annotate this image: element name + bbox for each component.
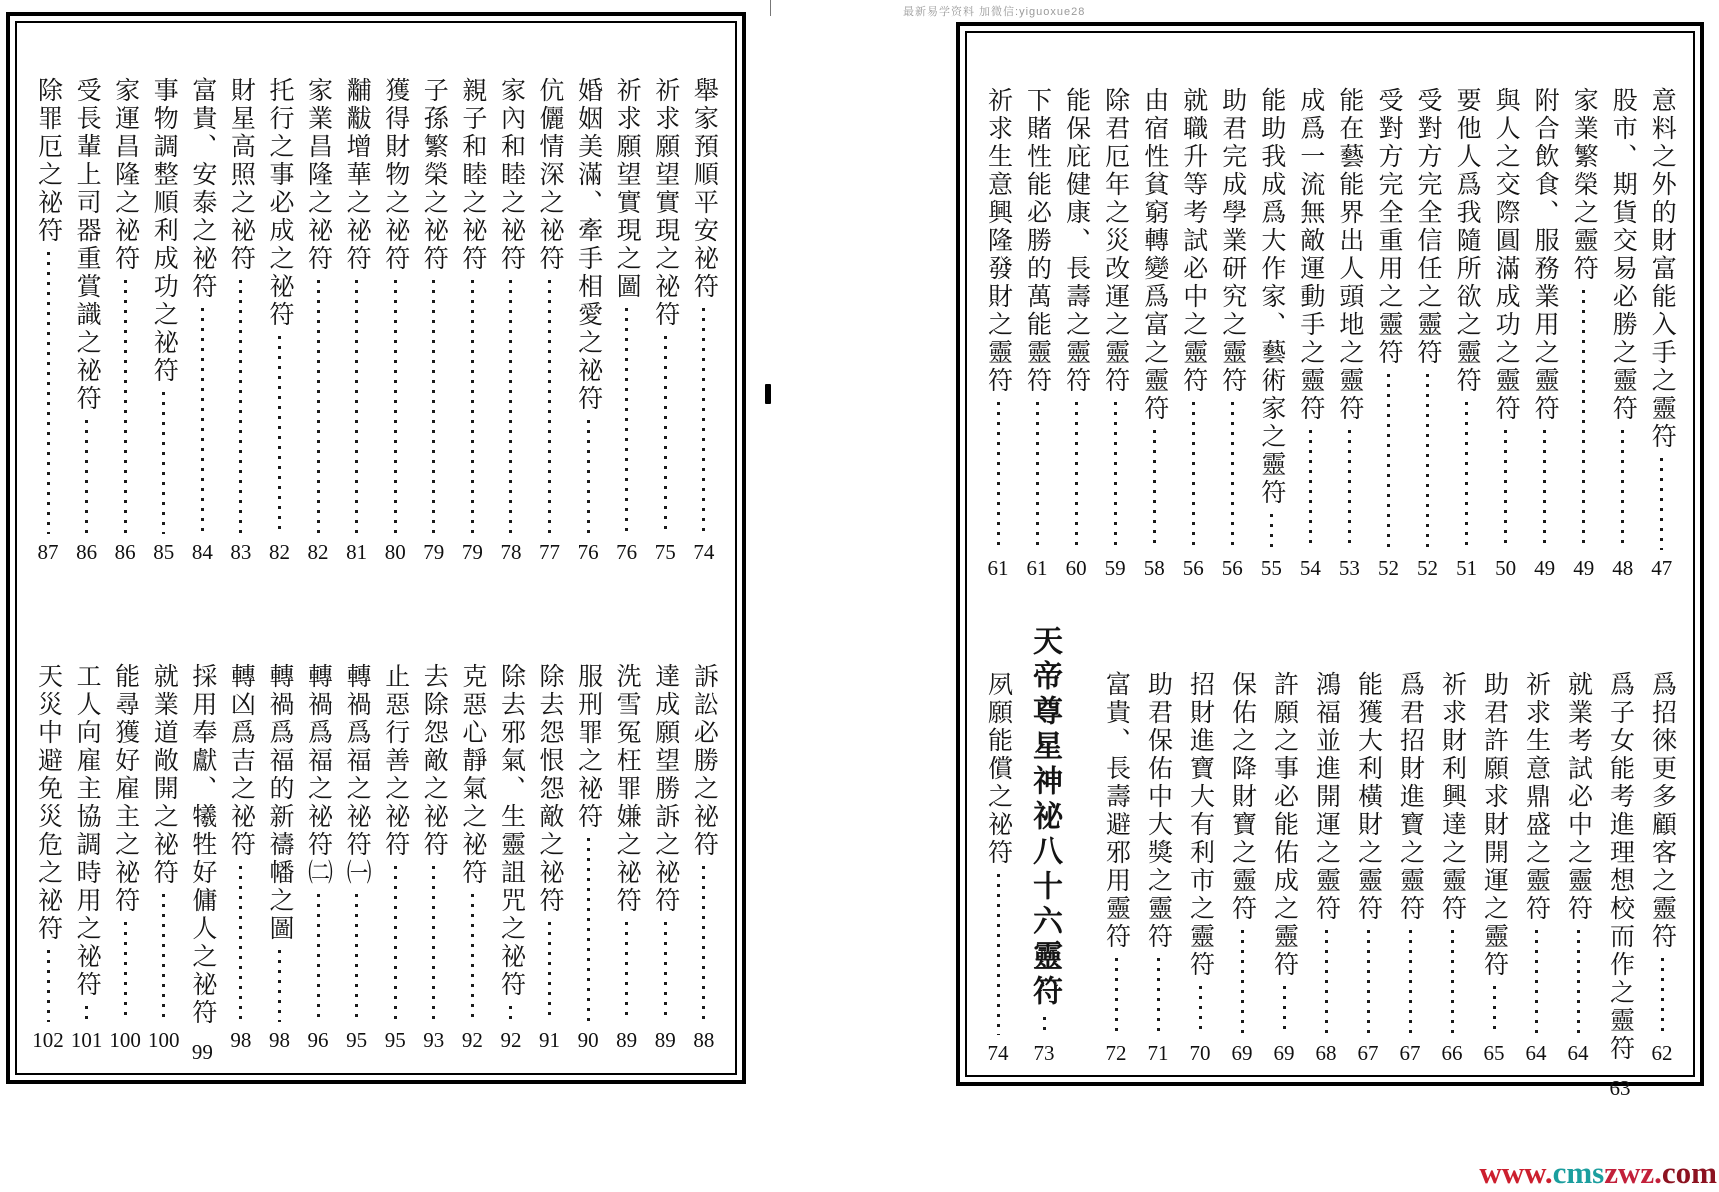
entry-page-number: 56 xyxy=(1182,556,1204,580)
dotted-leader xyxy=(587,420,590,534)
entry-title: 天災中避免災危之祕符 xyxy=(34,663,62,943)
entry-title: 股市、期貨交易必勝之靈符 xyxy=(1609,87,1637,423)
entry-title: 事物調整順利成功之祕符 xyxy=(150,77,178,385)
dotted-leader xyxy=(997,402,1000,550)
dotted-leader xyxy=(278,950,281,1022)
entry-page-number: 77 xyxy=(539,540,561,564)
toc-entry xyxy=(646,613,684,1053)
dotted-leader xyxy=(1157,958,1160,1035)
dotted-leader xyxy=(1270,514,1273,550)
dotted-leader xyxy=(997,874,1000,1035)
toc-entry xyxy=(222,77,260,565)
toc-entry xyxy=(685,613,723,1053)
watermark-part: zwz. xyxy=(1604,1155,1662,1190)
toc-entry xyxy=(1213,87,1251,581)
entry-page-number: 68 xyxy=(1315,1041,1337,1065)
entry-page-number: 90 xyxy=(577,1028,599,1052)
page-right-inner-frame xyxy=(965,31,1695,1100)
toc-entry xyxy=(453,77,491,565)
entry-title: 獲得財物之祕符 xyxy=(381,77,409,273)
entry-page-number: 79 xyxy=(423,540,445,564)
toc-entry xyxy=(106,77,144,565)
scan-line-artifact xyxy=(770,0,771,16)
dotted-leader xyxy=(625,922,628,1022)
entry-page-number: 86 xyxy=(114,540,136,564)
entry-page-number: 89 xyxy=(616,1028,638,1052)
entry-page-number: 93 xyxy=(423,1028,445,1052)
entry-title: 家業繁榮之靈符 xyxy=(1570,87,1598,283)
dotted-leader xyxy=(1451,930,1454,1035)
dotted-leader xyxy=(85,420,88,534)
entry-page-number: 84 xyxy=(191,540,213,564)
entry-title: 助君許願求財開運之靈符 xyxy=(1480,671,1508,979)
toc-entry xyxy=(1252,87,1290,581)
page-left-inner-frame xyxy=(15,21,737,1075)
entry-page-number: 83 xyxy=(230,540,252,564)
entry-title: 能助我成爲大作家、藝術家之靈符 xyxy=(1257,87,1285,507)
entry-title: 除罪厄之祕符 xyxy=(34,77,62,245)
toc-entry xyxy=(1139,621,1177,1066)
entry-title: 附合飲食、服務業用之靈符 xyxy=(1531,87,1559,423)
entry-title: 富貴、安泰之祕符 xyxy=(188,77,216,301)
entry-title: 與人之交際圓滿成功之靈符 xyxy=(1492,87,1520,423)
dotted-leader xyxy=(1153,430,1156,550)
dotted-leader xyxy=(355,894,358,1022)
toc-entry xyxy=(569,613,607,1053)
dotted-leader xyxy=(1043,1017,1046,1035)
dotted-leader xyxy=(548,280,551,534)
toc-entry xyxy=(1643,87,1681,581)
entry-page-number: 69 xyxy=(1231,1041,1253,1065)
entry-title: 爲招徠更多顧客之靈符 xyxy=(1648,671,1676,951)
entry-title: 轉禍爲福之祕符㈡ xyxy=(304,663,332,887)
dotted-leader xyxy=(47,950,50,1022)
toc-entry xyxy=(299,77,337,565)
entry-title: 富貴、長壽避邪用靈符 xyxy=(1102,671,1130,951)
entry-page-number: 52 xyxy=(1377,556,1399,580)
dotted-leader xyxy=(1535,930,1538,1035)
dotted-leader xyxy=(1582,290,1585,550)
entry-page-number: 74 xyxy=(987,1041,1009,1065)
entry-title: 祈求財利興達之靈符 xyxy=(1438,671,1466,923)
entry-page-number: 61 xyxy=(1026,556,1048,580)
toc-entry xyxy=(1097,621,1135,1066)
toc-entry xyxy=(1448,87,1486,581)
toc-entry xyxy=(183,613,221,1064)
entry-title: 夙願能償之祕符 xyxy=(984,671,1012,867)
dotted-leader xyxy=(1036,402,1039,550)
toc-entry xyxy=(1291,87,1329,581)
dotted-leader xyxy=(587,838,590,1022)
toc-entry xyxy=(1391,621,1429,1066)
entry-title: 由宿性貧窮轉變爲富之靈符 xyxy=(1140,87,1168,423)
entry-page-number: 100 xyxy=(109,1028,141,1052)
entry-page-number: 91 xyxy=(539,1028,561,1052)
entry-page-number: 52 xyxy=(1417,556,1439,580)
dotted-leader xyxy=(201,308,204,534)
book-page-right xyxy=(956,22,1704,1100)
dotted-leader xyxy=(548,922,551,1022)
toc-entry xyxy=(1057,87,1095,581)
toc-entry xyxy=(68,613,106,1053)
dotted-leader xyxy=(355,280,358,534)
toc-entry xyxy=(1265,621,1303,1066)
toc-entry xyxy=(29,77,67,565)
entry-page-number: 47 xyxy=(1651,556,1673,580)
dotted-leader xyxy=(1115,958,1118,1035)
toc-entry xyxy=(1369,87,1407,581)
entry-title: 受對方完全信任之靈符 xyxy=(1414,87,1442,367)
toc-entry xyxy=(260,613,298,1053)
dotted-leader xyxy=(1660,458,1663,550)
entry-page-number: 82 xyxy=(268,540,290,564)
entry-page-number: 67 xyxy=(1399,1041,1421,1065)
entry-title: 服刑罪之祕符 xyxy=(574,663,602,831)
entry-page-number: 78 xyxy=(500,540,522,564)
entry-page-number: 74 xyxy=(693,540,715,564)
site-watermark xyxy=(1479,1157,1717,1188)
toc-entry xyxy=(1349,621,1387,1066)
dotted-leader xyxy=(471,894,474,1022)
entry-title: 保佑之降財寶之靈符 xyxy=(1228,671,1256,923)
left-page-top-toc xyxy=(29,77,723,565)
dotted-leader xyxy=(1493,986,1496,1035)
toc-entry xyxy=(1181,621,1219,1066)
toc-entry xyxy=(492,613,530,1053)
entry-title: 祈求生意興隆發財之靈符 xyxy=(984,87,1012,395)
dotted-leader xyxy=(1231,402,1234,550)
dotted-leader xyxy=(1409,930,1412,1035)
entry-title: 洗雪冤枉罪嫌之祕符 xyxy=(613,663,641,915)
toc-entry xyxy=(531,613,569,1053)
entry-title: 子孫繁榮之祕符 xyxy=(420,77,448,273)
toc-entry xyxy=(183,77,221,565)
toc-entry xyxy=(415,613,453,1053)
entry-page-number: 85 xyxy=(153,540,175,564)
dotted-leader xyxy=(394,866,397,1022)
toc-entry xyxy=(29,613,67,1053)
dotted-leader xyxy=(1367,930,1370,1035)
right-page-top-toc xyxy=(979,87,1681,581)
entry-page-number: 66 xyxy=(1441,1041,1463,1065)
entry-page-number: 76 xyxy=(616,540,638,564)
toc-entry xyxy=(299,613,337,1053)
entry-page-number: 79 xyxy=(461,540,483,564)
dotted-leader xyxy=(625,308,628,534)
dotted-leader xyxy=(1543,430,1546,550)
entry-title: 止惡行善之祕符 xyxy=(381,663,409,859)
dotted-leader xyxy=(1192,402,1195,550)
entry-title: 轉禍爲福的新禱幡之圖 xyxy=(265,663,293,943)
right-page-bottom-toc xyxy=(979,621,1681,1100)
entry-title: 能在藝能界出人頭地之靈符 xyxy=(1335,87,1363,423)
entry-title: 爲君招財進寶之靈符 xyxy=(1396,671,1424,923)
entry-page-number: 49 xyxy=(1573,556,1595,580)
toc-entry xyxy=(608,77,646,565)
entry-title: 家運昌隆之祕符 xyxy=(111,77,139,273)
entry-title: 祈求願望實現之圖 xyxy=(613,77,641,301)
dotted-leader xyxy=(1465,402,1468,550)
entry-title: 克惡心靜氣之祕符 xyxy=(458,663,486,887)
entry-title: 舉家預順平安祕符 xyxy=(690,77,718,301)
dotted-leader xyxy=(1426,374,1429,550)
entry-title: 助君保佑中大獎之靈符 xyxy=(1144,671,1172,951)
toc-entry xyxy=(415,77,453,565)
toc-entry xyxy=(492,77,530,565)
dotted-leader xyxy=(1504,430,1507,550)
entry-page-number: 86 xyxy=(76,540,98,564)
dotted-leader xyxy=(432,866,435,1022)
dotted-leader xyxy=(162,894,165,1022)
dotted-leader xyxy=(124,922,127,1022)
entry-title: 能保庇健康、長壽之靈符 xyxy=(1062,87,1090,395)
entry-page-number: 88 xyxy=(693,1028,715,1052)
toc-entry xyxy=(1487,87,1525,581)
entry-title: 財星高照之祕符 xyxy=(227,77,255,273)
entry-page-number: 69 xyxy=(1273,1041,1295,1065)
toc-entry xyxy=(145,613,183,1053)
entry-title: 意料之外的財富能入手之靈符 xyxy=(1648,87,1676,451)
entry-title: 招財進寶大有利市之靈符 xyxy=(1186,671,1214,979)
dotted-leader xyxy=(1348,430,1351,550)
entry-page-number: 95 xyxy=(384,1028,406,1052)
entry-title: 鴻福並進開運之靈符 xyxy=(1312,671,1340,923)
entry-page-number: 102 xyxy=(32,1028,64,1052)
entry-page-number: 48 xyxy=(1612,556,1634,580)
entry-title: 家業昌隆之祕符 xyxy=(304,77,332,273)
dotted-leader xyxy=(124,280,127,534)
entry-page-number: 53 xyxy=(1338,556,1360,580)
entry-page-number: 76 xyxy=(577,540,599,564)
dotted-leader xyxy=(317,894,320,1022)
entry-title: 受對方完全重用之靈符 xyxy=(1374,87,1402,367)
entry-page-number: 87 xyxy=(37,540,59,564)
dotted-leader xyxy=(239,866,242,1022)
entry-title: 祈求生意鼎盛之靈符 xyxy=(1522,671,1550,923)
entry-title: 成爲一流無敵運動手之靈符 xyxy=(1296,87,1324,423)
dotted-leader xyxy=(1387,374,1390,550)
dotted-leader xyxy=(702,308,705,534)
watermark-part: www. xyxy=(1479,1155,1553,1190)
toc-entry xyxy=(1475,621,1513,1066)
entry-title: 採用奉獻、犧牲好傭人之祕符 xyxy=(188,663,216,1027)
entry-page-number: 51 xyxy=(1456,556,1478,580)
entry-page-number: 95 xyxy=(346,1028,368,1052)
entry-title: 助君完成學業研究之靈符 xyxy=(1218,87,1246,395)
watermark-part: com xyxy=(1661,1155,1717,1190)
dotted-leader xyxy=(1075,402,1078,550)
book-page-left xyxy=(6,12,746,1084)
toc-entry xyxy=(376,77,414,565)
toc-entry xyxy=(1526,87,1564,581)
entry-title: 轉凶爲吉之祕符 xyxy=(227,663,255,859)
dotted-leader xyxy=(1283,986,1286,1035)
toc-entry xyxy=(646,77,684,565)
entry-title: 能尋獲好雇主之祕符 xyxy=(111,663,139,915)
dotted-leader xyxy=(664,922,667,1022)
toc-entry xyxy=(1223,621,1261,1066)
entry-title: 許願之事必能佑成之靈符 xyxy=(1270,671,1298,979)
dotted-leader xyxy=(1309,430,1312,550)
entry-page-number: 70 xyxy=(1189,1041,1211,1065)
entry-title: 達成願望勝訴之祕符 xyxy=(651,663,679,915)
entry-title: 托行之事必成之祕符 xyxy=(265,77,293,329)
toc-entry xyxy=(979,87,1017,581)
entry-title: 去除怨敵之祕符 xyxy=(420,663,448,859)
toc-entry xyxy=(685,77,723,565)
dotted-leader xyxy=(1114,402,1117,550)
entry-title: 就業道敞開之祕符 xyxy=(150,663,178,887)
toc-entry xyxy=(453,613,491,1053)
entry-title: 黼黻增華之祕符 xyxy=(343,77,371,273)
dotted-leader xyxy=(1199,986,1202,1035)
entry-title: 除去怨恨怨敵之祕符 xyxy=(536,663,564,915)
toc-entry xyxy=(260,77,298,565)
entry-page-number: 96 xyxy=(307,1028,329,1052)
entry-page-number: 50 xyxy=(1495,556,1517,580)
entry-page-number: 98 xyxy=(268,1028,290,1052)
entry-title: 婚姻美滿、牽手相愛之祕符 xyxy=(574,77,602,413)
scan-seller-note: 最新易学资料 加微信:yiguoxue28 xyxy=(903,6,1086,18)
toc-entry xyxy=(376,613,414,1053)
entry-title: 除去邪氣、生靈詛咒之祕符 xyxy=(497,663,525,999)
entry-page-number: 71 xyxy=(1147,1041,1169,1065)
toc-entry xyxy=(1565,87,1603,581)
dotted-leader xyxy=(162,392,165,534)
dotted-leader xyxy=(471,280,474,534)
entry-page-number: 101 xyxy=(70,1028,103,1052)
toc-entry xyxy=(1559,621,1597,1066)
entry-page-number: 64 xyxy=(1525,1041,1547,1065)
dotted-leader xyxy=(239,280,242,534)
left-page-bottom-toc xyxy=(29,613,723,1064)
entry-title: 訴訟必勝之祕符 xyxy=(690,663,718,859)
toc-entry xyxy=(1601,621,1639,1100)
entry-page-number: 67 xyxy=(1357,1041,1379,1065)
entry-page-number: 99 xyxy=(191,1040,213,1064)
entry-page-number: 49 xyxy=(1534,556,1556,580)
toc-entry xyxy=(1307,621,1345,1066)
entry-page-number: 55 xyxy=(1260,556,1282,580)
entry-title: 受長輩上司器重賞識之祕符 xyxy=(73,77,101,413)
toc-entry xyxy=(1643,621,1681,1066)
toc-entry xyxy=(338,613,376,1053)
dotted-leader xyxy=(509,280,512,534)
entry-page-number: 80 xyxy=(384,540,406,564)
watermark-part: cms xyxy=(1552,1155,1605,1190)
toc-entry xyxy=(1018,87,1056,581)
entry-page-number: 62 xyxy=(1651,1041,1673,1065)
entry-page-number: 92 xyxy=(500,1028,522,1052)
dotted-leader xyxy=(1661,958,1664,1035)
dotted-leader xyxy=(702,866,705,1022)
entry-page-number: 81 xyxy=(346,540,368,564)
toc-entry xyxy=(1604,87,1642,581)
entry-page-number: 56 xyxy=(1221,556,1243,580)
toc-entry xyxy=(608,613,646,1053)
entry-page-number: 72 xyxy=(1105,1041,1127,1065)
toc-entry xyxy=(338,77,376,565)
dotted-leader xyxy=(85,1006,88,1022)
entry-title: 家內和睦之祕符 xyxy=(497,77,525,273)
dotted-leader xyxy=(278,336,281,534)
entry-title: 就職升等考試必中之靈符 xyxy=(1179,87,1207,395)
section-title-entry xyxy=(1021,621,1067,1066)
entry-page-number: 89 xyxy=(654,1028,676,1052)
entry-page-number: 92 xyxy=(461,1028,483,1052)
toc-entry xyxy=(1174,87,1212,581)
dotted-leader xyxy=(664,336,667,534)
entry-page-number: 64 xyxy=(1567,1041,1589,1065)
toc-entry xyxy=(68,77,106,565)
toc-entry xyxy=(1433,621,1471,1066)
dotted-leader xyxy=(432,280,435,534)
entry-page-number: 54 xyxy=(1299,556,1321,580)
toc-entry xyxy=(222,613,260,1053)
entry-title: 下賭性能必勝的萬能靈符 xyxy=(1023,87,1051,395)
entry-page-number: 60 xyxy=(1065,556,1087,580)
entry-page-number: 59 xyxy=(1104,556,1126,580)
entry-title: 伉儷情深之祕符 xyxy=(536,77,564,273)
entry-title: 就業考試必中之靈符 xyxy=(1564,671,1592,923)
dotted-leader xyxy=(394,280,397,534)
entry-page-number: 65 xyxy=(1483,1041,1505,1065)
entry-title: 親子和睦之祕符 xyxy=(458,77,486,273)
dotted-leader xyxy=(317,280,320,534)
entry-title: 要他人爲我隨所欲之靈符 xyxy=(1453,87,1481,395)
entry-page-number: 63 xyxy=(1609,1076,1631,1100)
dotted-leader xyxy=(1325,930,1328,1035)
entry-page-number: 98 xyxy=(230,1028,252,1052)
dotted-leader xyxy=(1241,930,1244,1035)
entry-title: 除君厄年之災改運之靈符 xyxy=(1101,87,1129,395)
entry-page-number: 61 xyxy=(987,556,1009,580)
entry-page-number: 73 xyxy=(1033,1041,1055,1065)
entry-title: 轉禍爲福之祕符㈠ xyxy=(343,663,371,887)
toc-entry xyxy=(145,77,183,565)
toc-entry xyxy=(1096,87,1134,581)
entry-page-number: 82 xyxy=(307,540,329,564)
entry-page-number: 75 xyxy=(654,540,676,564)
toc-entry xyxy=(1409,87,1447,581)
toc-entry xyxy=(1135,87,1173,581)
entry-title: 祈求願望實現之祕符 xyxy=(651,77,679,329)
toc-entry xyxy=(979,621,1017,1066)
entry-title: 能獲大利橫財之靈符 xyxy=(1354,671,1382,923)
entry-page-number: 100 xyxy=(147,1028,180,1052)
toc-entry xyxy=(1517,621,1555,1066)
toc-entry xyxy=(531,77,569,565)
toc-entry xyxy=(1330,87,1368,581)
ink-blot-artifact xyxy=(765,384,771,404)
dotted-leader xyxy=(47,252,50,534)
toc-entry xyxy=(106,613,144,1053)
dotted-leader xyxy=(1621,430,1624,550)
toc-entry xyxy=(569,77,607,565)
entry-title: 工人向雇主協調時用之祕符 xyxy=(73,663,101,999)
dotted-leader xyxy=(1577,930,1580,1035)
dotted-leader xyxy=(509,1006,512,1022)
entry-title: 爲子女能考進理想校而作之靈符 xyxy=(1606,671,1634,1063)
entry-page-number: 58 xyxy=(1143,556,1165,580)
entry-title: 天帝尊星神祕八十六靈符 xyxy=(1028,625,1061,1010)
